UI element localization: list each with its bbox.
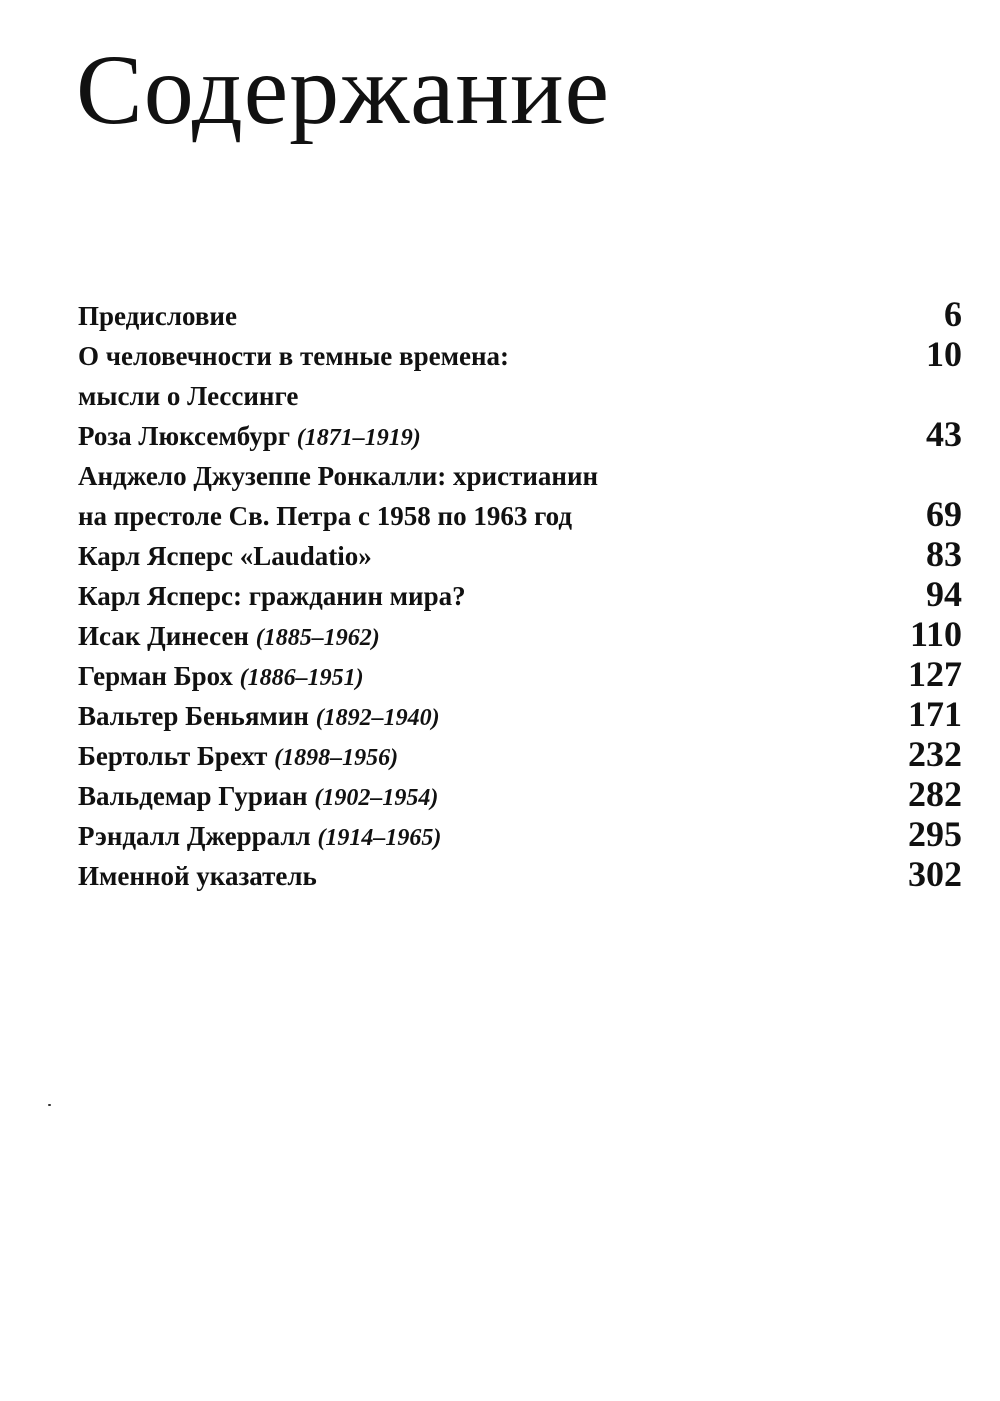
toc-entry (78, 696, 962, 736)
toc-entry (78, 736, 962, 776)
toc-entry-label (78, 576, 466, 618)
toc-entry (78, 336, 962, 376)
toc-entry-dates: (1914–1965) (317, 825, 442, 851)
toc-entry (78, 536, 962, 576)
toc-entry-label (78, 536, 372, 578)
toc-entry-page-number: 171 (908, 694, 962, 734)
toc-entry-title: Анджело Джузеппе Ронкалли: христианин (78, 461, 599, 491)
toc-entry (78, 456, 962, 496)
toc-entry-label (78, 336, 509, 378)
toc-entry-title: на престоле Св. Петра с 1958 по 1963 год (78, 501, 573, 531)
toc-entry (78, 616, 962, 656)
toc-entry-title: Карл Ясперс: гражданин мира? (78, 581, 466, 611)
toc-entry-dates: (1902–1954) (314, 785, 439, 811)
toc-entry-page-number: 295 (908, 814, 962, 854)
toc-entry (78, 776, 962, 816)
toc-entry-page-number: 127 (908, 654, 962, 694)
toc-entry-title: Бертольт Брехт (78, 741, 275, 771)
toc-entry-title: Карл Ясперс «Laudatio» (78, 541, 372, 571)
toc-entry-label (78, 696, 440, 738)
toc-entry-label (78, 776, 438, 818)
toc-entry (78, 856, 962, 896)
toc-entry (78, 656, 962, 696)
toc-entry-label (78, 456, 598, 498)
page-title: Содержание (76, 34, 610, 145)
toc-entry-title: Предисловие (78, 301, 237, 331)
toc-entry-page-number: 83 (926, 534, 962, 574)
toc-entry-label (78, 816, 441, 858)
toc-entry (78, 576, 962, 616)
toc-entry-label (78, 376, 298, 418)
toc-entry-label (78, 616, 380, 658)
toc-entry (78, 816, 962, 856)
toc-entry-dates: (1886–1951) (239, 665, 364, 691)
toc-entry-title: Рэндалл Джерралл (78, 821, 318, 851)
table-of-contents (78, 296, 962, 896)
toc-entry-title: мысли о Лессинге (78, 381, 299, 411)
toc-entry-continuation (78, 496, 962, 536)
toc-entry-page-number: 6 (944, 294, 962, 334)
toc-entry-page-number: 302 (908, 854, 962, 894)
toc-entry-page-number: 43 (926, 414, 962, 454)
toc-entry-title: Исак Динесен (78, 621, 256, 651)
toc-entry-title: Вальтер Беньямин (78, 701, 316, 731)
toc-entry-label (78, 496, 572, 538)
toc-entry-label (78, 296, 237, 338)
toc-entry-page-number: 10 (926, 334, 962, 374)
toc-entry-label (78, 736, 398, 778)
toc-entry (78, 296, 962, 336)
toc-entry-dates: (1871–1919) (296, 425, 421, 451)
toc-entry-page-number: 282 (908, 774, 962, 814)
toc-entry (78, 416, 962, 456)
toc-entry-label (78, 856, 317, 898)
toc-entry-title: Именной указатель (78, 861, 317, 891)
toc-entry-dates: (1892–1940) (315, 705, 440, 731)
toc-entry-title: Герман Брох (78, 661, 240, 691)
toc-entry-title: О человечности в темные времена: (78, 341, 510, 371)
toc-entry-title: Вальдемар Гуриан (78, 781, 315, 811)
toc-entry-page-number: 69 (926, 494, 962, 534)
toc-entry-label (78, 416, 421, 458)
toc-entry-title: Роза Люксембург (78, 421, 297, 451)
toc-entry-page-number: 94 (926, 574, 962, 614)
toc-entry-dates: (1898–1956) (274, 745, 399, 771)
toc-entry-label (78, 656, 364, 698)
toc-entry-continuation (78, 376, 962, 416)
toc-entry-page-number: 232 (908, 734, 962, 774)
toc-entry-dates: (1885–1962) (255, 625, 380, 651)
toc-entry-page-number: 110 (909, 614, 962, 654)
scan-speck (48, 1104, 51, 1106)
